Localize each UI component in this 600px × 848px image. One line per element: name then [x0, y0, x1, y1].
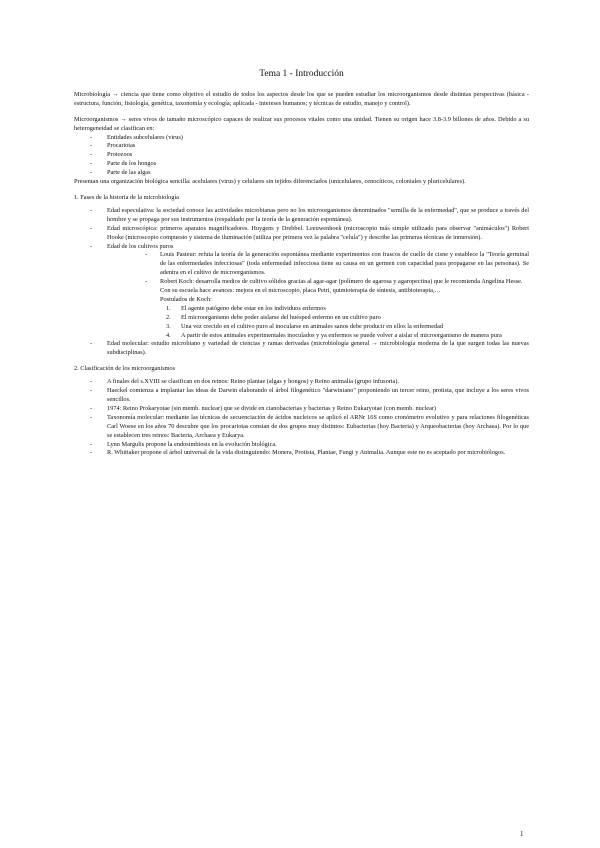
list-item-speculative: - Edad especulativa: la sociedad conoce las actividades microbianas pero no los microorganismos denominados "semilla de la enfermedad", que se produce a través del hombre y se propaga por sus instrumentos (respaldado por la teoría de la generación espontánea). [74, 207, 529, 225]
list-item-microscopic: - Edad microscópica: primeros aparatos magnificadores. Huygens y Drebbel. Leeuwenhoek (microscopio más simple utilizado para observar "animáculos") Robert Hooke (microscopio compuesto y sistema de iluminación (utiliza por primera vez la palabra "celula") y describe las primeras técnicas de inmersión). [74, 225, 529, 243]
list-item: - A finales del s.XVIII se clasifican en dos reinos: Reino plantae (algas y hongos) y Reino animalia (grupo infusoria). [74, 378, 529, 387]
page-number: 1 [520, 830, 524, 838]
list-item: - Parte de las algas [74, 169, 529, 178]
list-item-koch: - Robert Koch: desarrolla medios de cultivo sólidos gracias al agar-agar (polímero de agarosa y agaropectina) que le recomienda Angelina Hesse. [74, 278, 529, 287]
list-item: - Protozoos [74, 151, 529, 160]
advances-text: Con su escuela hace avances: mejora en el microscopio, placa Petri, quimioterapia de síntesis, antibioterapia,… [160, 287, 441, 295]
postulates-list [74, 305, 529, 341]
list-item: - Lynn Margulis propone la endosimbiosis en la evolución biológica. [74, 441, 529, 450]
postulate-item: 2. El microorganismo debe poder aislarse del huésped enfermo en un cultivo puro [166, 313, 381, 321]
list-item: - R. Whittaker propone el árbol universal de la vida distinguiendo: Monera, Protista, Plantae, Fungi y Animalia. Aunque este no es aceptado por microbiólogos. [74, 449, 529, 458]
postulate-item: 4. A partir de estos animales experimentales inoculados y ya enfermos se puede volver a aislar el microorganismo de manera pura [166, 331, 502, 339]
list-item: - Haeckel comienza a implantar las ideas de Darwin elaborando el árbol filogenético "darwiniano" proponiendo un tercer reino, protista, que incluye a los seres vivos sencillos. [74, 387, 529, 405]
list-item: - Procariotas [74, 142, 529, 151]
section1-heading: 1. Fases de la historia de la microbiología [74, 193, 179, 201]
microorganisms-paragraph: Microorganismos → seres vivos de tamaño microscópico capaces de realizar sus procesos vitales como una unidad. Tienen su origen hace 3.8-3.9 billones de años. Debido a su heterogeneidad se clasifican en: [74, 115, 529, 132]
list-item-cultures: - Edad de los cultivos puros [74, 243, 529, 252]
document-body [74, 70, 529, 458]
list-item: - Entidades subcelulares (virus) [74, 134, 529, 143]
list-item-molecular: - Edad molecular: estudio microbiano y variedad de ciencias y ramas derivadas (microbiología general → microbiología moderna de la que surgen todas las nuevas subdisciplinas). [74, 340, 529, 358]
postulate-item: 3. Una vez crecido en el cultivo puro al inocularse en animales sanos debe producir en ellos la enfermedad [166, 322, 444, 330]
definition-paragraph: Microbiología → ciencia que tiene como objetivo el estudio de todos los aspectos desde los que se pueden estudiar los microorganismos desde distintas perspectivas (básica - estructura, función, fisiología, genética, taxonomía y ecología; aplicada - intereses humanos; y técnicas de estudio, manejo y control). [74, 90, 529, 107]
groups-list [74, 134, 529, 179]
postulate-item: 1. El agente patógeno debe estar en los individuos enfermos [166, 304, 326, 312]
list-item: - 1974: Reino Prokaryotae (sin memb. nuclear) que se divide en cianobacterias y bacterias y Reino Eukaryotae (con memb. nuclear) [74, 405, 529, 414]
list-item-pasteur: - Louis Pasteur: refuta la teoría de la generación espontánea mediante experimentos con frascos de cuello de cisne y establece la "Teoría germinal de las enfermedades infecciosas" (toda enfermedad infecciosa tiene su causa en un germen con capacidad para propagarse en las personas). Se adentra en el cultivo de microorganismos. [74, 251, 529, 278]
list-item: - Parte de los hongos [74, 160, 529, 169]
section2-heading: 2. Clasificación de los microorganismos [74, 365, 176, 373]
page-title: Tema 1 - Introducción [259, 69, 344, 79]
list-item: - Taxonomía molecular: mediante las técnicas de secuenciación de ácidos nucleicos se aplicó el ARNr 16S como cronómetro evolutivo y para relaciones filogenéticas Carl Woese en los años 70 descubre que los procariotas constan de dos grupos muy distintos: Eubacterias (hoy Bacteria) y Arqueobacterias (hoy Archaea). Por lo que se establecen tres reinos: Bacteria, Archaea y Eukarya. [74, 414, 529, 441]
organization-paragraph: Presentan una organización biológica sencilla: acelulares (virus) y celulares sin tejidos diferenciados (unicelulares, cenocíticos, coloniales y pluricelulares). [74, 178, 466, 186]
postulates-label: Postulados de Koch: [160, 295, 212, 303]
